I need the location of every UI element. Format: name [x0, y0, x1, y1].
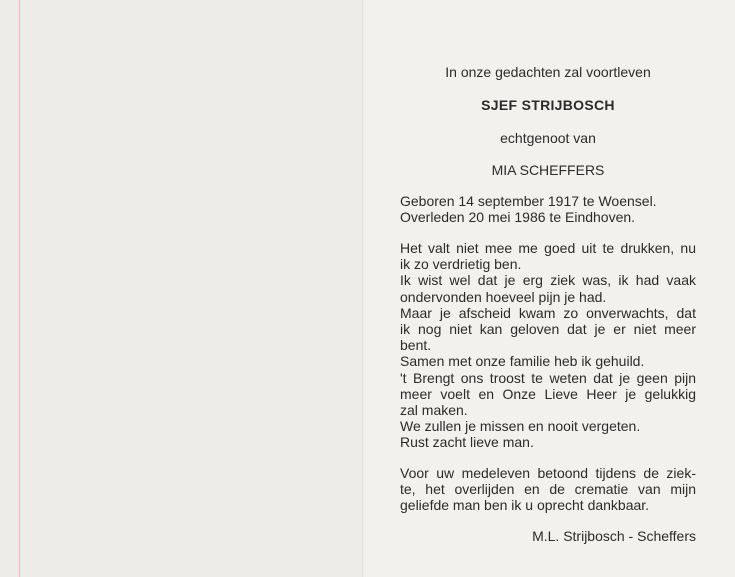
poem-line: Rust zacht lieve man.	[400, 434, 534, 451]
poem-line: 't Brengt ons troost te weten dat je geen pijn	[400, 369, 696, 386]
poem-line: Het valt niet mee me goed uit te drukken, nu	[400, 240, 696, 256]
thanks-block	[400, 465, 696, 514]
birth-line: Geboren 14 september 1917 te Woensel.	[400, 193, 657, 209]
dates-block	[400, 193, 696, 225]
poem-line: We zullen je missen en nooit vergeten.	[400, 418, 641, 435]
poem-line: zal maken.	[400, 402, 468, 419]
poem-line: Ik wist wel dat je erg ziek was, ik had vaak	[400, 272, 696, 289]
thanks-line: Voor uw medeleven betoond tijdens de ziek-	[400, 465, 696, 481]
poem-line: ondervonden hoeveel pijn je had.	[400, 288, 607, 305]
poem-line: Maar je afscheid kwam zo onverwachts, dat	[400, 304, 696, 321]
left-page	[0, 0, 362, 577]
poem-line: meer voelt en Onze Lieve Heer je gelukkig	[400, 385, 696, 402]
poem-line: ik zo verdrietig ben.	[400, 256, 522, 273]
deceased-name: SJEF STRIJBOSCH	[481, 97, 615, 113]
death-line: Overleden 20 mei 1986 te Eindhoven.	[400, 209, 636, 226]
signature: M.L. Strijbosch - Scheffers	[532, 528, 696, 544]
poem-line: bent.	[400, 337, 432, 354]
thanks-line: te, het overlijden en de crematie van mijn	[400, 481, 696, 498]
heading: In onze gedachten zal voortleven	[445, 64, 651, 80]
spouse-name: MIA SCHEFFERS	[491, 162, 605, 178]
poem-line: Samen met onze familie heb ik gehuild.	[400, 353, 645, 370]
relation-text: echtgenoot van	[500, 130, 596, 146]
thanks-line: geliefde man ben ik u oprecht dankbaar.	[400, 497, 650, 514]
margin-line	[19, 0, 20, 577]
poem-block	[400, 240, 696, 451]
poem-line: ik nog niet kan geloven dat je er niet meer	[400, 321, 696, 338]
